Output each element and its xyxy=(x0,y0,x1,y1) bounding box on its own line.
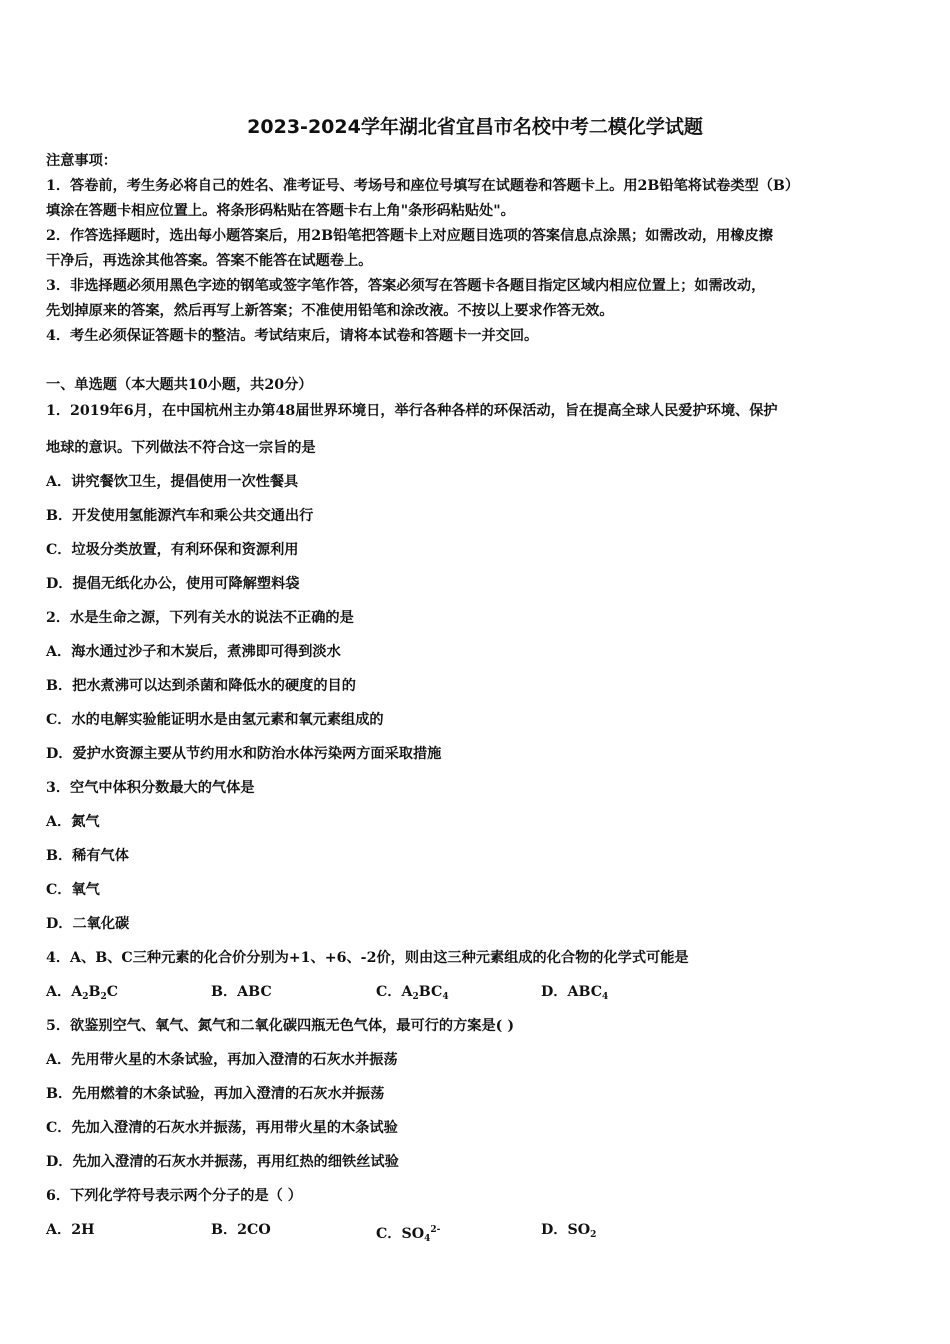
question-3-option-b: B．稀有气体 xyxy=(46,848,129,864)
question-5-option-a: A．先用带火星的木条试验，再加入澄清的石灰水并振荡 xyxy=(46,1052,398,1068)
section-heading: 一、单选题（本大题共10小题，共20分） xyxy=(46,377,313,393)
note-3-line-1: 3．非选择题必须用黑色字迹的钢笔或签字笔作答，答案必须写在答题卡各题目指定区域内相应位置上；如需改动， xyxy=(46,278,766,294)
question-6-option-d: D．$SO_2$ xyxy=(541,1222,597,1240)
question-3-option-c: C．氧气 xyxy=(46,882,100,898)
question-3-stem: 3．空气中体积分数最大的气体是 xyxy=(46,780,255,796)
question-5-stem: 5．欲鉴别空气、氧气、氮气和二氧化碳四瓶无色气体，最可行的方案是( ) xyxy=(46,1018,515,1034)
question-2-option-a: A．海水通过沙子和木炭后，煮沸即可得到淡水 xyxy=(46,644,341,660)
notes-heading: 注意事项： xyxy=(46,153,117,169)
question-2-option-d: D．爱护水资源主要从节约用水和防治水体污染两方面采取措施 xyxy=(46,746,442,762)
question-1-option-a: A．讲究餐饮卫生，提倡使用一次性餐具 xyxy=(46,474,299,490)
question-3-option-d: D．二氧化碳 xyxy=(46,916,130,932)
question-6-option-c: C．$SO_4^{2-}$ xyxy=(376,1225,441,1244)
question-1-option-d: D．提倡无纸化办公，使用可降解塑料袋 xyxy=(46,576,300,592)
question-5-option-b: B．先用燃着的木条试验，再加入澄清的石灰水并振荡 xyxy=(46,1086,385,1102)
question-3-option-a: A．氮气 xyxy=(46,814,100,830)
question-4-option-d: D．$ABC_4$ xyxy=(541,984,609,1002)
question-4-option-a: A．$A_2B_2C$ xyxy=(46,984,119,1002)
question-1-stem-line-1: 1．2019年6月，在中国杭州主办第48届世界环境日，举行各种各样的环保活动，旨在提高全球人民爱护环境、保护 xyxy=(46,403,778,419)
question-1-stem-line-2: 地球的意识。下列做法不符合这一宗旨的是 xyxy=(46,440,316,456)
question-6-stem: 6．下列化学符号表示两个分子的是（ ） xyxy=(46,1188,302,1204)
question-5-option-c: C．先加入澄清的石灰水并振荡，再用带火星的木条试验 xyxy=(46,1120,398,1136)
question-2-option-c: C．水的电解实验能证明水是由氢元素和氧元素组成的 xyxy=(46,712,384,728)
question-2-stem: 2．水是生命之源，下列有关水的说法不正确的是 xyxy=(46,610,354,626)
question-5-option-d: D．先加入澄清的石灰水并振荡，再用红热的细铁丝试验 xyxy=(46,1154,399,1170)
note-1-line-2: 填涂在答题卡相应位置上。将条形码粘贴在答题卡右上角"条形码粘贴处"。 xyxy=(46,203,515,219)
note-1-line-1: 1．答卷前，考生务必将自己的姓名、准考证号、考场号和座位号填写在试题卷和答题卡上。用2B铅笔将试卷类型（B） xyxy=(46,178,800,194)
note-4: 4．考生必须保证答题卡的整洁。考试结束后，请将本试卷和答题卡一并交回。 xyxy=(46,328,539,344)
question-1-option-b: B．开发使用氢能源汽车和乘公共交通出行 xyxy=(46,508,314,524)
note-2-line-1: 2．作答选择题时，选出每小题答案后，用2B铅笔把答题卡上对应题目选项的答案信息点涂黑；如需改动，用橡皮擦 xyxy=(46,228,773,244)
question-4-option-b: B．ABC xyxy=(211,984,272,1000)
question-2-option-b: B．把水煮沸可以达到杀菌和降低水的硬度的目的 xyxy=(46,678,356,694)
question-4-stem: 4．A、B、C三种元素的化合价分别为+1、+6、-2价，则由这三种元素组成的化合物的化学式可能是 xyxy=(46,950,689,966)
question-6-option-a: A．2H xyxy=(46,1222,95,1238)
question-1-option-c: C．垃圾分类放置，有利环保和资源利用 xyxy=(46,542,299,558)
question-4-option-c: C．$A_2BC_4$ xyxy=(376,984,449,1002)
note-3-line-2: 先划掉原来的答案，然后再写上新答案；不准使用铅笔和涂改液。不按以上要求作答无效。 xyxy=(46,303,614,319)
note-2-line-2: 干净后，再选涂其他答案。答案不能答在试题卷上。 xyxy=(46,253,373,269)
page-title: 2023-2024学年湖北省宜昌市名校中考二模化学试题 xyxy=(247,116,703,138)
question-6-option-b: B．2CO xyxy=(211,1222,271,1238)
